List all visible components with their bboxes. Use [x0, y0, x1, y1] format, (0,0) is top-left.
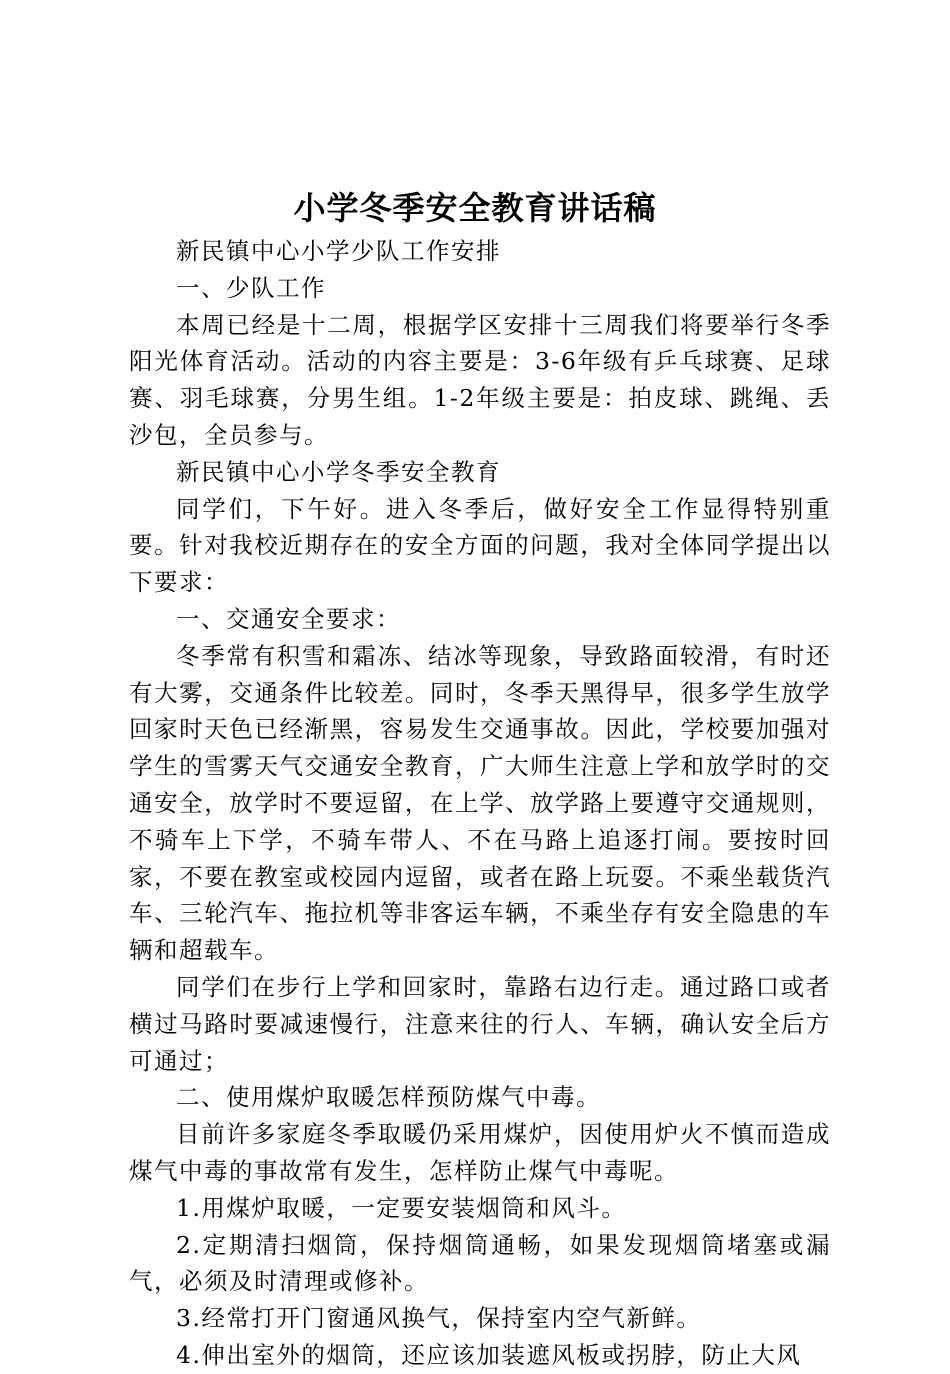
document-body — [129, 233, 831, 1374]
paragraph-tip-3: 3.经常打开门窗通风换气，保持室内空气新鲜。 — [176, 1304, 702, 1333]
paragraph-tip-2: 2.定期清扫烟筒，保持烟筒通畅，如果发现烟筒堵塞或漏气，必须及时清理或修补。 — [129, 1230, 831, 1296]
paragraph-tip-1: 1.用煤炉取暖，一定要安装烟筒和风斗。 — [176, 1193, 627, 1222]
paragraph-greeting: 同学们，下午好。进入冬季后，做好安全工作显得特别重要。针对我校近期存在的安全方面的问题，我对全体同学提出以下要求： — [129, 494, 831, 597]
paragraph-coal-heading: 二、使用煤炉取暖怎样预防煤气中毒。 — [176, 1083, 601, 1112]
paragraph-traffic-details: 冬季常有积雪和霜冻、结冰等现象，导致路面较滑，有时还有大雾，交通条件比较差。同时，冬季天黑得早，很多学生放学回家时天色已经渐黑，容易发生交通事故。因此，学校要加强对学生的雪雾天气交通安全教育，广大师生注意上学和放学时的交通安全，放学时不要逗留，在上学、放学路上要遵守交通规则，不骑车上下学，不骑车带人、不在马路上追逐打闹。要按时回家，不要在教室或校园内逗留，或者在路上玩耍。不乘坐载货汽车、三轮汽车、拖拉机等非客运车辆，不乘坐存有安全隐患的车辆和超载车。 — [129, 641, 831, 965]
paragraph-coal-intro: 目前许多家庭冬季取暖仍采用煤炉，因使用炉火不慎而造成煤气中毒的事故常有发生，怎样防止煤气中毒呢。 — [129, 1120, 831, 1185]
paragraph-school-arrangement: 新民镇中心小学少队工作安排 — [176, 237, 501, 265]
paragraph-section-heading: 一、少队工作 — [176, 273, 326, 302]
paragraph-activity-intro: 本周已经是十二周，根据学区安排十三周我们将要举行冬季阳光体育活动。活动的内容主要是：3-6年级有乒乓球赛、足球赛、羽毛球赛，分男生组。1-2年级主要是：拍皮球、跳绳、丢沙包，全员参与。 — [129, 310, 831, 449]
paragraph-tip-4: 4.伸出室外的烟筒，还应该加装遮风板或拐脖，防止大风 — [176, 1340, 802, 1369]
paragraph-traffic-heading: 一、交通安全要求： — [176, 604, 401, 633]
paragraph-walking-rules: 同学们在步行上学和回家时，靠路右边行走。通过路口或者横过马路时要减速慢行，注意来往的行人、车辆，确认安全后方可通过； — [129, 972, 831, 1075]
paragraph-safety-heading: 新民镇中心小学冬季安全教育 — [176, 457, 501, 486]
document-title: 小学冬季安全教育讲话稿 — [293, 189, 657, 227]
